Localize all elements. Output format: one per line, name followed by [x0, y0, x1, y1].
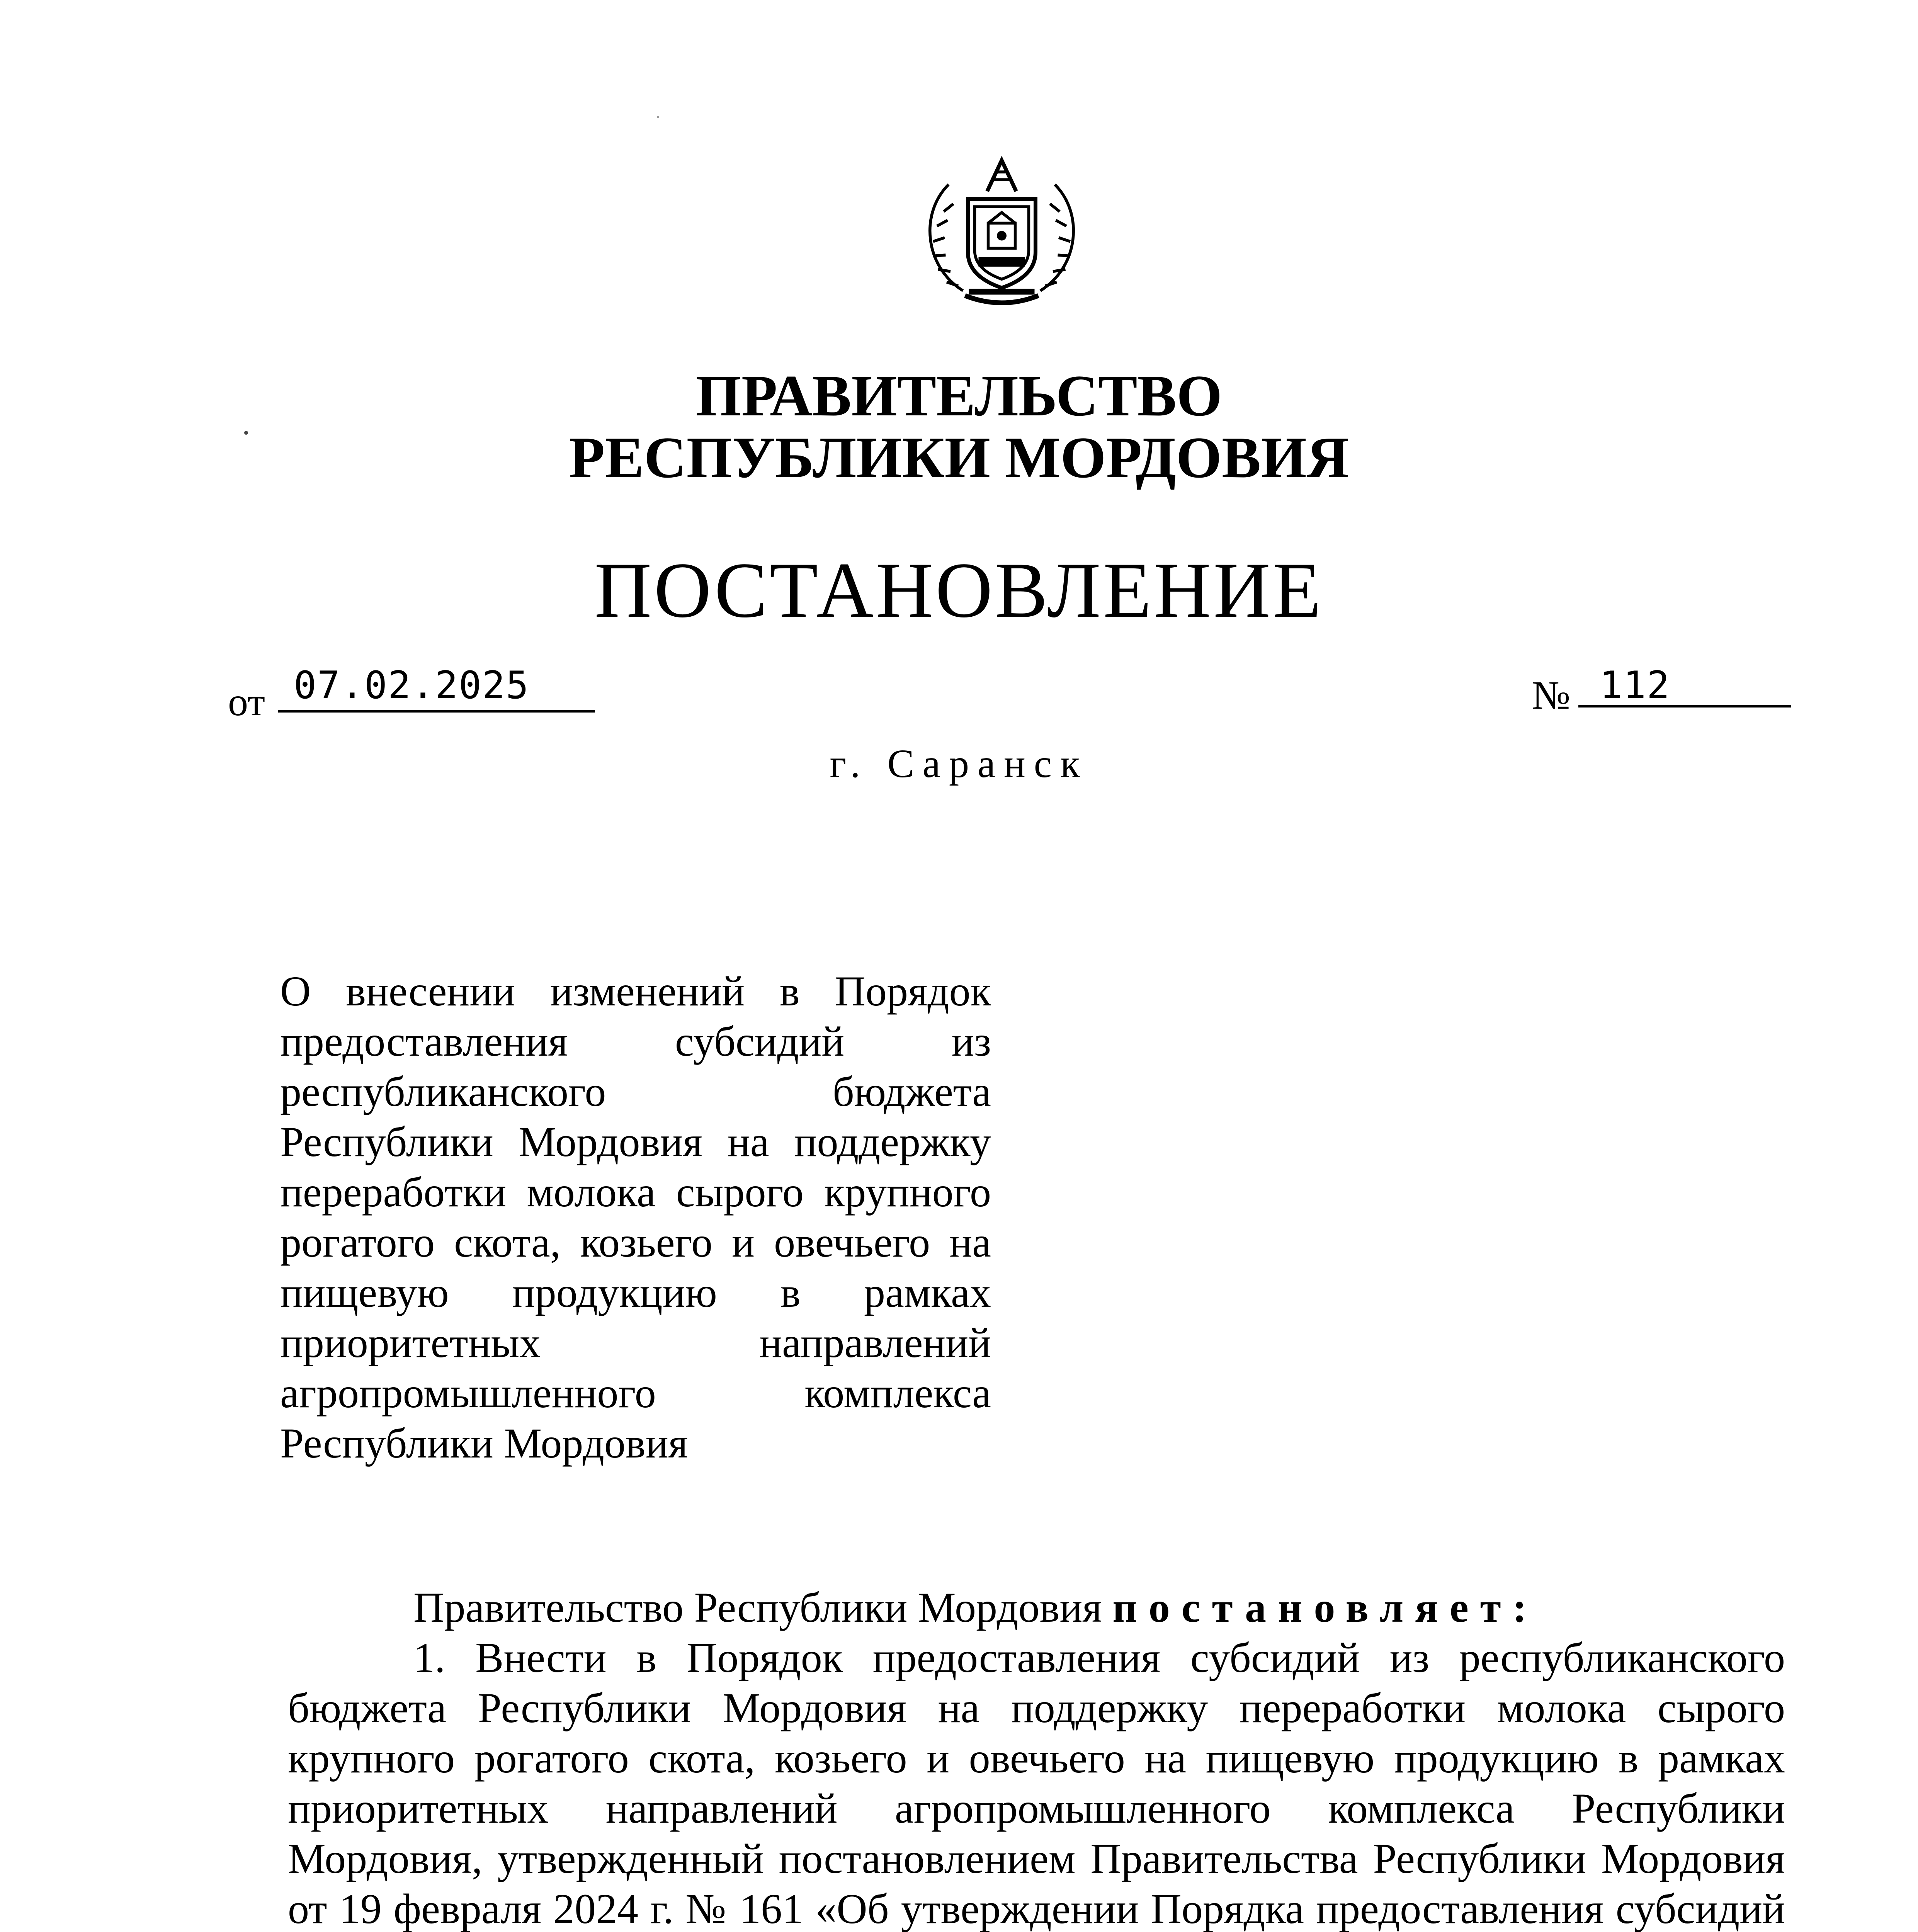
date-prefix: от — [228, 680, 265, 724]
document-body — [288, 1582, 1785, 1932]
number-underline — [1578, 705, 1791, 707]
preamble — [288, 1582, 1785, 1633]
number-value: 112 — [1600, 663, 1671, 707]
item-1: 1. Внести в Порядок предоставления субсидий из республиканского бюджета Республики Мордовия на поддержку переработки молока сырого крупного рогатого скота, козьего и овечьего на пищевую продукцию в рамках приоритетных направлений агропромышленного комплекса Республики Мордовия, утвержденный постановлением Правительства Республики Мордовия от 19 февраля 2024 г. № 161 «Об утверждении Порядка предоставления субсидий — [288, 1634, 1785, 1932]
city: г. Саранск — [830, 742, 1088, 786]
scan-speck — [244, 431, 248, 435]
government-name-line2: РЕСПУБЛИКИ МОРДОВИЯ — [569, 425, 1349, 490]
date-value: 07.02.2025 — [294, 663, 530, 707]
date-underline — [278, 710, 595, 713]
government-name-line1: ПРАВИТЕЛЬСТВО — [695, 363, 1223, 428]
scan-speck — [657, 116, 659, 118]
number-prefix: № — [1532, 673, 1571, 718]
preamble-text: Правительство Республики Мордовия — [413, 1584, 1113, 1631]
document-title-text: О внесении изменений в Порядок предоставления субсидий из республиканского бюджета Республики Мордовия на поддержку переработки молока сырого крупного рогатого скота, козьего и овечьего на пищевую продукцию в рамках приоритетных направлений агропромышленного комплекса Республики Мордовия — [280, 968, 991, 1467]
coat-of-arms-emblem-icon — [902, 131, 1101, 325]
document-title — [280, 966, 991, 1468]
preamble-emphasis: постановляет: — [1112, 1584, 1539, 1631]
document-type: ПОСТАНОВЛЕНИЕ — [594, 546, 1324, 634]
